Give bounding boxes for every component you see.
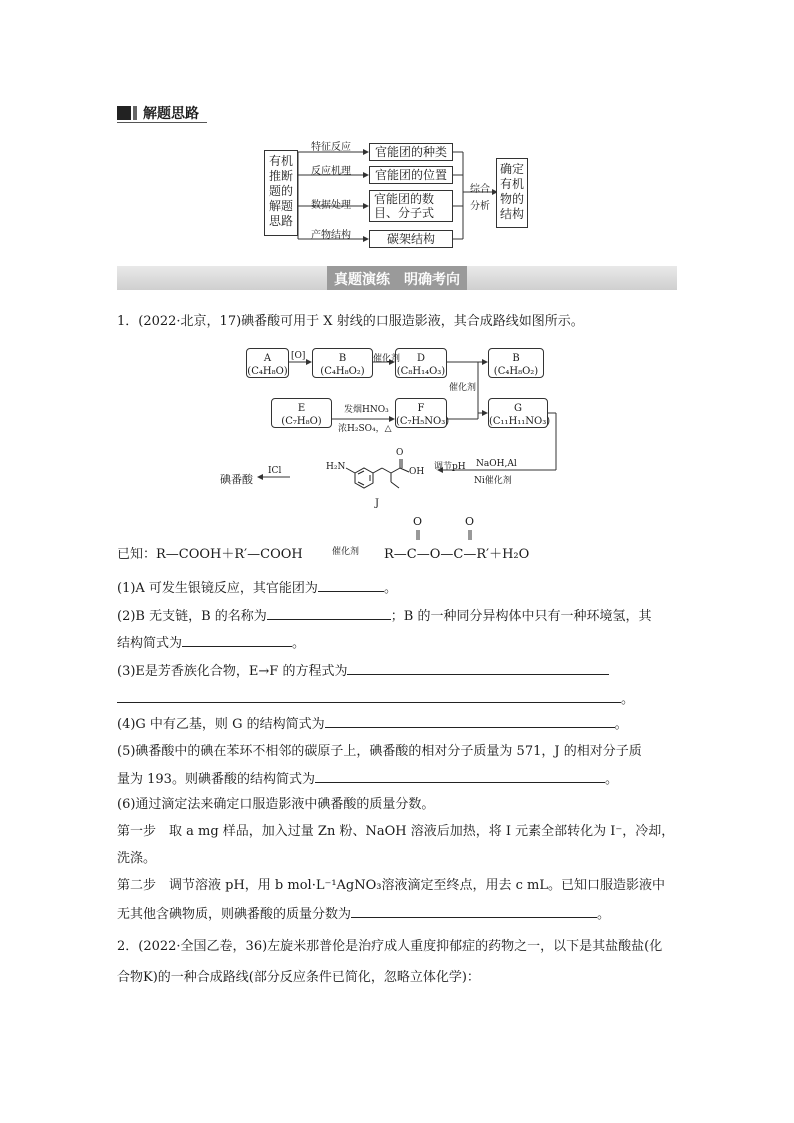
right-box-line: 物的	[499, 192, 524, 206]
branch-label: 特征反应	[311, 142, 351, 153]
compound-b: B (C₄H₈O₂)	[312, 348, 373, 378]
answer-blank[interactable]	[315, 768, 605, 783]
reagent-ph: 调节pH	[434, 462, 466, 472]
left-box-line: 思路	[268, 214, 293, 228]
answer-blank[interactable]	[318, 577, 384, 592]
reagent-ox: [O]	[291, 351, 306, 361]
compound-b2: B (C₄H₈O₂)	[488, 348, 544, 378]
branch-label: 数据处理	[311, 200, 351, 211]
structure-label-j: J	[375, 498, 380, 509]
known-prefix: 已知：R—COOH＋R′—COOH	[117, 547, 303, 562]
q1-intro: 1．(2022·北京，17)碘番酸可用于 X 射线的口服造影液，其合成路线如图所示。	[117, 314, 584, 329]
structure-nh2: H₂N	[326, 462, 346, 472]
answer-blank[interactable]	[182, 632, 292, 647]
q1-sub1: (1)A 可发生银镜反应，其官能团为 。	[117, 577, 397, 599]
reagent-icl: ICl	[268, 466, 282, 476]
branch-box: 官能团的种类	[369, 143, 453, 161]
branch-box: 官能团的位置	[369, 166, 453, 184]
reagent-reduction: NaOH,Al	[476, 459, 517, 469]
left-box-line: 有机	[268, 154, 293, 168]
q1-sub5: (5)碘番酸中的碘在苯环不相邻的碳原子上，碘番酸的相对分子质量为 571，J 的相对分子质	[117, 744, 642, 759]
right-box-line: 确定	[499, 162, 524, 176]
q2-line1: 2．(2022·全国乙卷，36)左旋米那普伦是治疗成人重度抑郁症的药物之一，以下是其盐酸盐(化	[117, 939, 663, 954]
branch-label: 产物结构	[311, 230, 351, 241]
q1-sub5-cont: 量为 193。则碘番酸的结构简式为 。	[117, 768, 618, 790]
q2-line2: 合物K)的一种合成路线(部分反应条件已简化，忽略立体化学)：	[117, 970, 480, 985]
structure-j	[346, 459, 409, 488]
q1-sub3-cont: 。	[117, 688, 634, 710]
answer-blank[interactable]	[325, 713, 615, 728]
merge-label: 分析	[470, 201, 490, 212]
compound-g: G (C₁₁H₁₁NO₃)	[488, 398, 548, 428]
carbonyl-o: O	[465, 515, 475, 528]
structure-oh: OH	[409, 467, 425, 477]
reagent-reduction: Ni催化剂	[474, 476, 512, 486]
branch-label: 反应机理	[311, 166, 351, 177]
known-product: R—C—O—C—R′＋H₂O	[384, 547, 530, 562]
q1-step1-cont: 洗涤。	[117, 851, 157, 866]
q1-sub4: (4)G 中有乙基，则 G 的结构简式为 。	[117, 713, 628, 735]
carbonyl-o: O	[413, 515, 423, 528]
left-box-line: 题的	[268, 184, 293, 198]
left-box-line: 推断	[268, 169, 293, 183]
compound-e: E (C₇H₈O)	[271, 398, 332, 428]
right-box-line: 结构	[499, 207, 524, 221]
answer-blank[interactable]	[117, 688, 621, 703]
reagent-cat: 催化剂	[373, 354, 401, 364]
merge-label: 综合	[470, 184, 490, 195]
q1-sub2: (2)B 无支链，B 的名称为 ；B 的一种同分异构体中只有一种环境氢，其	[117, 605, 651, 627]
reagent-nitration: 发烟HNO₃	[344, 405, 389, 415]
branch-box: 碳架结构	[369, 230, 453, 248]
answer-blank[interactable]	[347, 660, 609, 675]
compound-a: A (C₄H₈O)	[246, 348, 289, 378]
reagent-nitration: 浓H₂SO₄，△	[338, 424, 392, 434]
section-title: 解题思路	[143, 106, 199, 122]
answer-blank[interactable]	[351, 903, 597, 918]
scheme-lines	[0, 0, 794, 540]
structure-o: O	[396, 448, 404, 458]
compound-f: F (C₇H₅NO₃)	[395, 398, 447, 428]
q1-sub2-cont: 结构简式为 。	[117, 632, 305, 654]
q1-step2-cont: 无其他含碘物质，则碘番酸的质量分数为 。	[117, 903, 610, 925]
q1-sub3: (3)E是芳香族化合物，E→F 的方程式为	[117, 660, 609, 682]
banner-title: 真题演练 明确考向	[334, 272, 460, 288]
known-catalyst: 催化剂	[332, 547, 360, 557]
right-box-line: 有机	[499, 177, 524, 191]
q1-step1: 第一步 取 a mg 样品，加入过量 Zn 粉、NaOH 溶液后加热，将 I 元素全部转化为 I⁻，冷却，	[117, 824, 675, 839]
q1-sub6: (6)通过滴定法来确定口服造影液中碘番酸的质量分数。	[117, 797, 435, 812]
answer-blank[interactable]	[267, 605, 391, 620]
branch-box: 官能团的数目、分子式	[369, 190, 453, 222]
compound-d: D (C₈H₁₄O₃)	[395, 348, 447, 378]
left-box-line: 解题	[268, 199, 293, 213]
q1-step2: 第二步 调节溶液 pH，用 b mol·L⁻¹AgNO₃溶液滴定至终点，用去 c mL。已知口服造影液中	[117, 878, 665, 893]
product-name: 碘番酸	[220, 473, 253, 486]
reagent-cat: 催化剂	[449, 383, 477, 393]
